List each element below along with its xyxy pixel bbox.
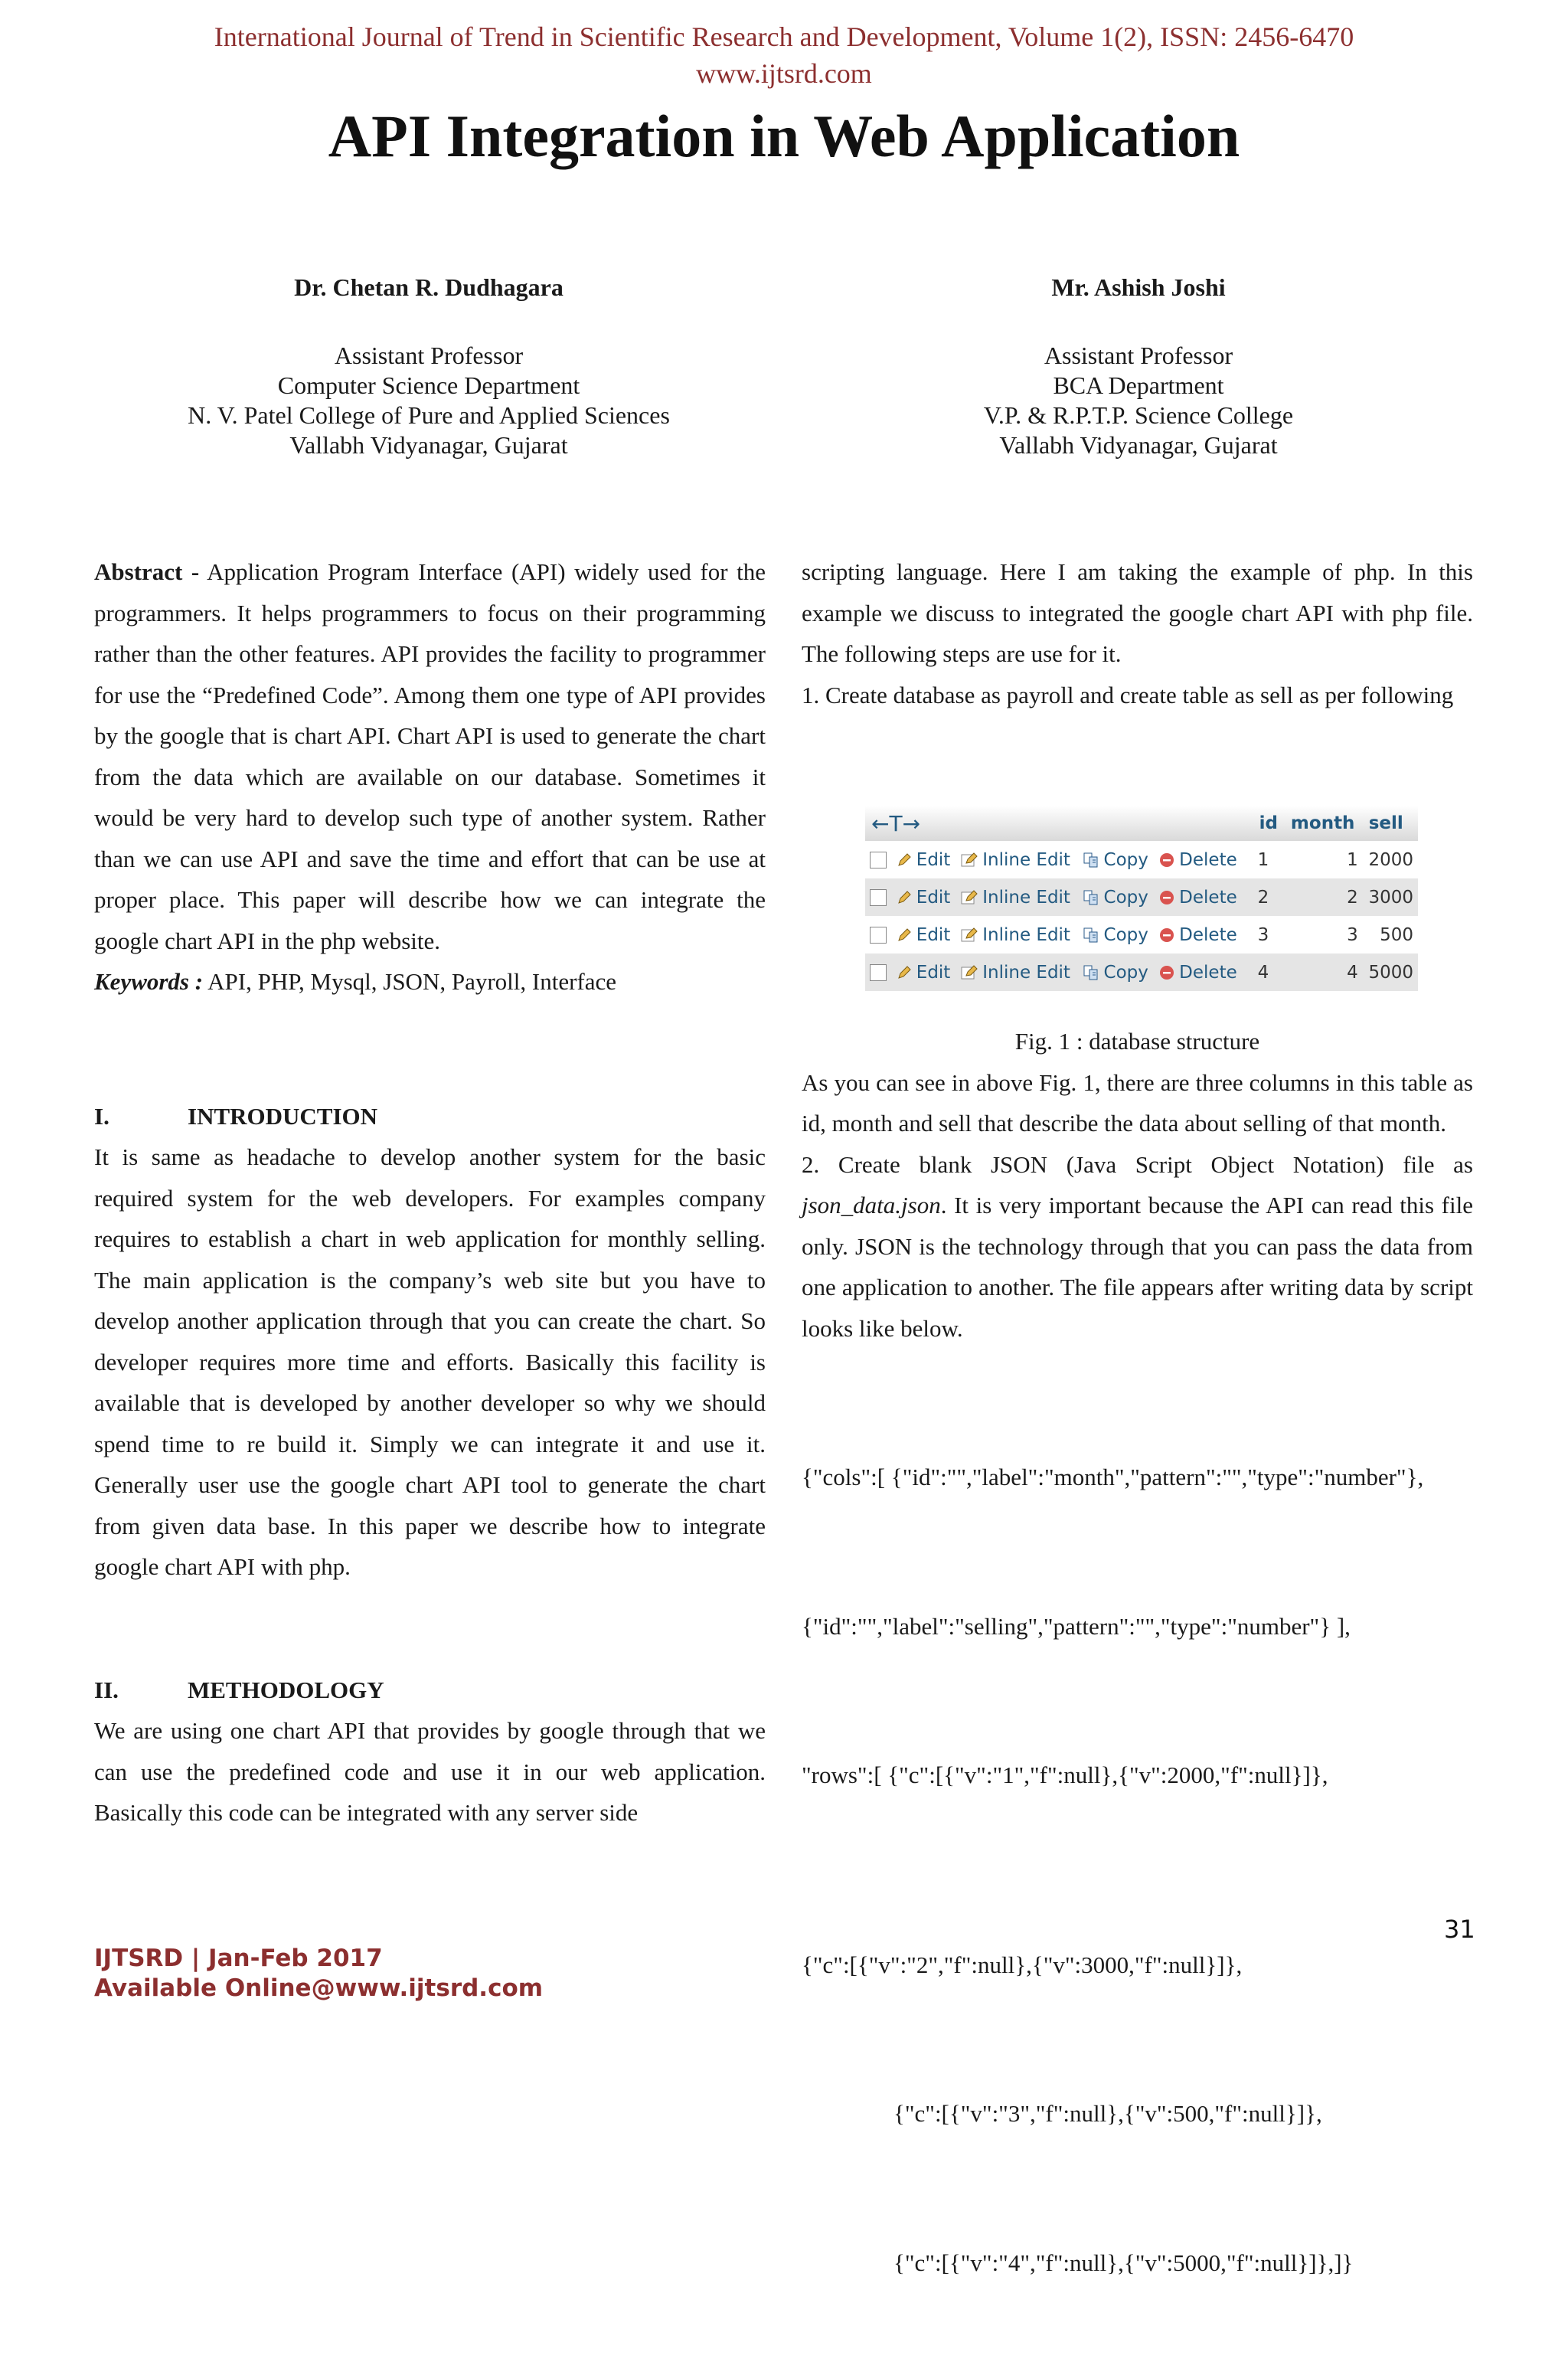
table-row[interactable] bbox=[865, 954, 1418, 991]
edit-button[interactable]: Edit bbox=[892, 916, 956, 954]
copy-icon bbox=[1083, 925, 1104, 945]
methodology-continuation: scripting language. Here I am taking the example of php. In this example we discuss to integrated the google chart API with php file. The following steps are use for it. bbox=[802, 558, 1473, 667]
delete-button[interactable]: Delete bbox=[1155, 841, 1243, 878]
author-college: N. V. Patel College of Pure and Applied Sciences bbox=[188, 401, 670, 429]
cell-sell: 5000 bbox=[1363, 954, 1418, 991]
author-block-1 bbox=[138, 273, 720, 460]
table-row[interactable] bbox=[865, 878, 1418, 916]
delete-icon bbox=[1159, 925, 1179, 945]
right-column bbox=[802, 551, 1473, 715]
edit-button[interactable]: Edit bbox=[892, 878, 956, 916]
delete-button[interactable]: Delete bbox=[1155, 878, 1243, 916]
cell-sell: 2000 bbox=[1363, 841, 1418, 878]
section-title: METHODOLOGY bbox=[188, 1676, 384, 1703]
delete-button[interactable]: Delete bbox=[1155, 916, 1243, 954]
cell-month: 2 bbox=[1285, 878, 1363, 916]
db-table-body bbox=[865, 841, 1418, 991]
section-number: I. bbox=[94, 1102, 109, 1130]
author-block-2 bbox=[848, 273, 1429, 460]
step-2-prefix: 2. Create blank JSON (Java Script Object Notation) file as bbox=[802, 1150, 1473, 1178]
abstract bbox=[94, 551, 766, 961]
abstract-text: Application Program Interface (API) widely used for the programmers. It helps programmers to focus on their programming rather than the other features. API provides the facility to programmer for use the “Predefined Code”. Among them one type of API provides by the google that is chart API. Chart API is used to generate the chart from the data which are available on our database. Sometimes it would be very hard to develop such type of another system. Rather than we can use API and save the time and effort that can be use at proper place. This paper will describe how we can integrate the google chart API in the php website. bbox=[94, 558, 766, 954]
row-checkbox[interactable] bbox=[865, 878, 892, 916]
pencil-icon bbox=[897, 963, 916, 983]
section-title: INTRODUCTION bbox=[188, 1102, 378, 1130]
copy-button[interactable]: Copy bbox=[1078, 841, 1155, 878]
table-nav-arrows[interactable]: ←T→ bbox=[865, 806, 1253, 841]
author-department: BCA Department bbox=[1053, 371, 1224, 399]
cell-sell: 500 bbox=[1363, 916, 1418, 954]
journal-header bbox=[0, 18, 1568, 92]
step-2-suffix: . It is very important because the API can read this file only. JSON is the technology through that you can pass the data from one application to another. The file appears after writing data by script looks like below. bbox=[802, 1192, 1473, 1342]
pencil-icon bbox=[897, 888, 916, 908]
inline-edit-icon bbox=[961, 925, 982, 945]
table-row[interactable] bbox=[865, 841, 1418, 878]
author-department: Computer Science Department bbox=[277, 371, 580, 399]
delete-icon bbox=[1159, 963, 1179, 983]
copy-button[interactable]: Copy bbox=[1078, 878, 1155, 916]
inline-edit-button[interactable]: Inline Edit bbox=[956, 878, 1077, 916]
after-figure-text: As you can see in above Fig. 1, there are three columns in this table as id, month and sell that describe the data about selling of that month. bbox=[802, 1068, 1473, 1137]
code-line: {"cols":[ {"id":"","label":"month","pattern":"","type":"number"}, bbox=[802, 1464, 1424, 1490]
cell-id: 4 bbox=[1253, 954, 1285, 991]
copy-icon bbox=[1083, 850, 1104, 870]
right-column-lower bbox=[802, 1021, 1473, 2365]
inline-edit-icon bbox=[961, 850, 982, 870]
inline-edit-icon bbox=[961, 888, 982, 908]
json-filename: json_data.json bbox=[802, 1192, 941, 1218]
pencil-icon bbox=[897, 925, 916, 945]
code-line: {"c":[{"v":"4","f":null},{"v":5000,"f":null}]},]} bbox=[893, 2249, 1354, 2276]
introduction-text: It is same as headache to develop another system for the basic required system for the web developers. For examples company requires to establish a chart in web application for monthly selling. The main application is the company’s web site but you have to develop another application through that you can create the chart. So developer requires more time and efforts. Basically this facility is available that is developed by another developer so why we should spend time to re build it. Simply we can integrate it and use it. Generally user use the google chart API tool to generate the chart from given data base. In this paper we describe how to integrate google chart API with php. bbox=[94, 1143, 766, 1580]
abstract-label: Abstract - bbox=[94, 558, 200, 585]
footer-line-2: Available Online@www.ijtsrd.com bbox=[94, 1974, 544, 2002]
section-heading-introduction bbox=[94, 1096, 766, 1137]
journal-line: International Journal of Trend in Scientific Research and Development, Volume 1(2), ISSN: 2456-6470 bbox=[214, 21, 1354, 52]
figure-caption: Fig. 1 : database structure bbox=[1014, 1028, 1260, 1055]
step-2-text bbox=[802, 1144, 1473, 1349]
cell-id: 3 bbox=[1253, 916, 1285, 954]
pencil-icon bbox=[897, 850, 916, 870]
row-checkbox[interactable] bbox=[865, 841, 892, 878]
author-location: Vallabh Vidyanagar, Gujarat bbox=[999, 431, 1278, 459]
author-title: Assistant Professor bbox=[1044, 342, 1233, 369]
section-heading-methodology bbox=[94, 1670, 766, 1711]
author-title: Assistant Professor bbox=[334, 342, 524, 369]
json-code-block bbox=[802, 1375, 1473, 2365]
column-header-id[interactable]: id bbox=[1253, 806, 1285, 841]
code-line: {"c":[{"v":"3","f":null},{"v":500,"f":null}]}, bbox=[893, 2100, 1322, 2127]
column-header-sell[interactable]: sell bbox=[1363, 806, 1418, 841]
column-header-month[interactable]: month bbox=[1285, 806, 1363, 841]
cell-month: 1 bbox=[1285, 841, 1363, 878]
inline-edit-button[interactable]: Inline Edit bbox=[956, 841, 1077, 878]
author-location: Vallabh Vidyanagar, Gujarat bbox=[289, 431, 568, 459]
page-number: 31 bbox=[1444, 1915, 1475, 1944]
keywords bbox=[94, 961, 766, 1003]
cell-id: 2 bbox=[1253, 878, 1285, 916]
table-row[interactable] bbox=[865, 916, 1418, 954]
footer-line-1: IJTSRD | Jan-Feb 2017 bbox=[94, 1945, 383, 1972]
copy-icon bbox=[1083, 888, 1104, 908]
delete-icon bbox=[1159, 850, 1179, 870]
left-column bbox=[94, 551, 766, 1833]
cell-sell: 3000 bbox=[1363, 878, 1418, 916]
edit-button[interactable]: Edit bbox=[892, 841, 956, 878]
copy-button[interactable]: Copy bbox=[1078, 916, 1155, 954]
code-line: "rows":[ {"c":[{"v":"1","f":null},{"v":2000,"f":null}]}, bbox=[802, 1761, 1328, 1788]
author-college: V.P. & R.P.T.P. Science College bbox=[983, 401, 1294, 429]
code-line: {"c":[{"v":"2","f":null},{"v":3000,"f":null}]}, bbox=[802, 1951, 1243, 1978]
inline-edit-icon bbox=[961, 963, 982, 983]
author-name: Mr. Ashish Joshi bbox=[1051, 273, 1226, 301]
cell-month: 4 bbox=[1285, 954, 1363, 991]
keywords-text: API, PHP, Mysql, JSON, Payroll, Interface bbox=[207, 968, 616, 995]
author-name: Dr. Chetan R. Dudhagara bbox=[294, 273, 564, 301]
paper-title: API Integration in Web Application bbox=[328, 103, 1240, 169]
inline-edit-button[interactable]: Inline Edit bbox=[956, 916, 1077, 954]
methodology-text: We are using one chart API that provides by google through that we can use the predefined code and use it in our web application. Basically this code can be integrated with any server side bbox=[94, 1717, 766, 1826]
copy-icon bbox=[1083, 963, 1104, 983]
cell-month: 3 bbox=[1285, 916, 1363, 954]
delete-button[interactable]: Delete bbox=[1155, 954, 1243, 991]
section-number: II. bbox=[94, 1676, 119, 1703]
row-checkbox[interactable] bbox=[865, 916, 892, 954]
cell-id: 1 bbox=[1253, 841, 1285, 878]
database-structure-figure bbox=[865, 806, 1418, 990]
inline-edit-button[interactable]: Inline Edit bbox=[956, 954, 1077, 991]
db-table bbox=[865, 806, 1418, 991]
step-1-text: 1. Create database as payroll and create table as sell as per following bbox=[802, 681, 1454, 708]
row-checkbox[interactable] bbox=[865, 954, 892, 991]
journal-website: www.ijtsrd.com bbox=[696, 58, 872, 89]
footer bbox=[94, 1944, 543, 2004]
code-line: {"id":"","label":"selling","pattern":"","type":"number"} ], bbox=[802, 1612, 1351, 1640]
delete-icon bbox=[1159, 888, 1179, 908]
keywords-label: Keywords : bbox=[94, 968, 204, 995]
copy-button[interactable]: Copy bbox=[1078, 954, 1155, 991]
edit-button[interactable]: Edit bbox=[892, 954, 956, 991]
